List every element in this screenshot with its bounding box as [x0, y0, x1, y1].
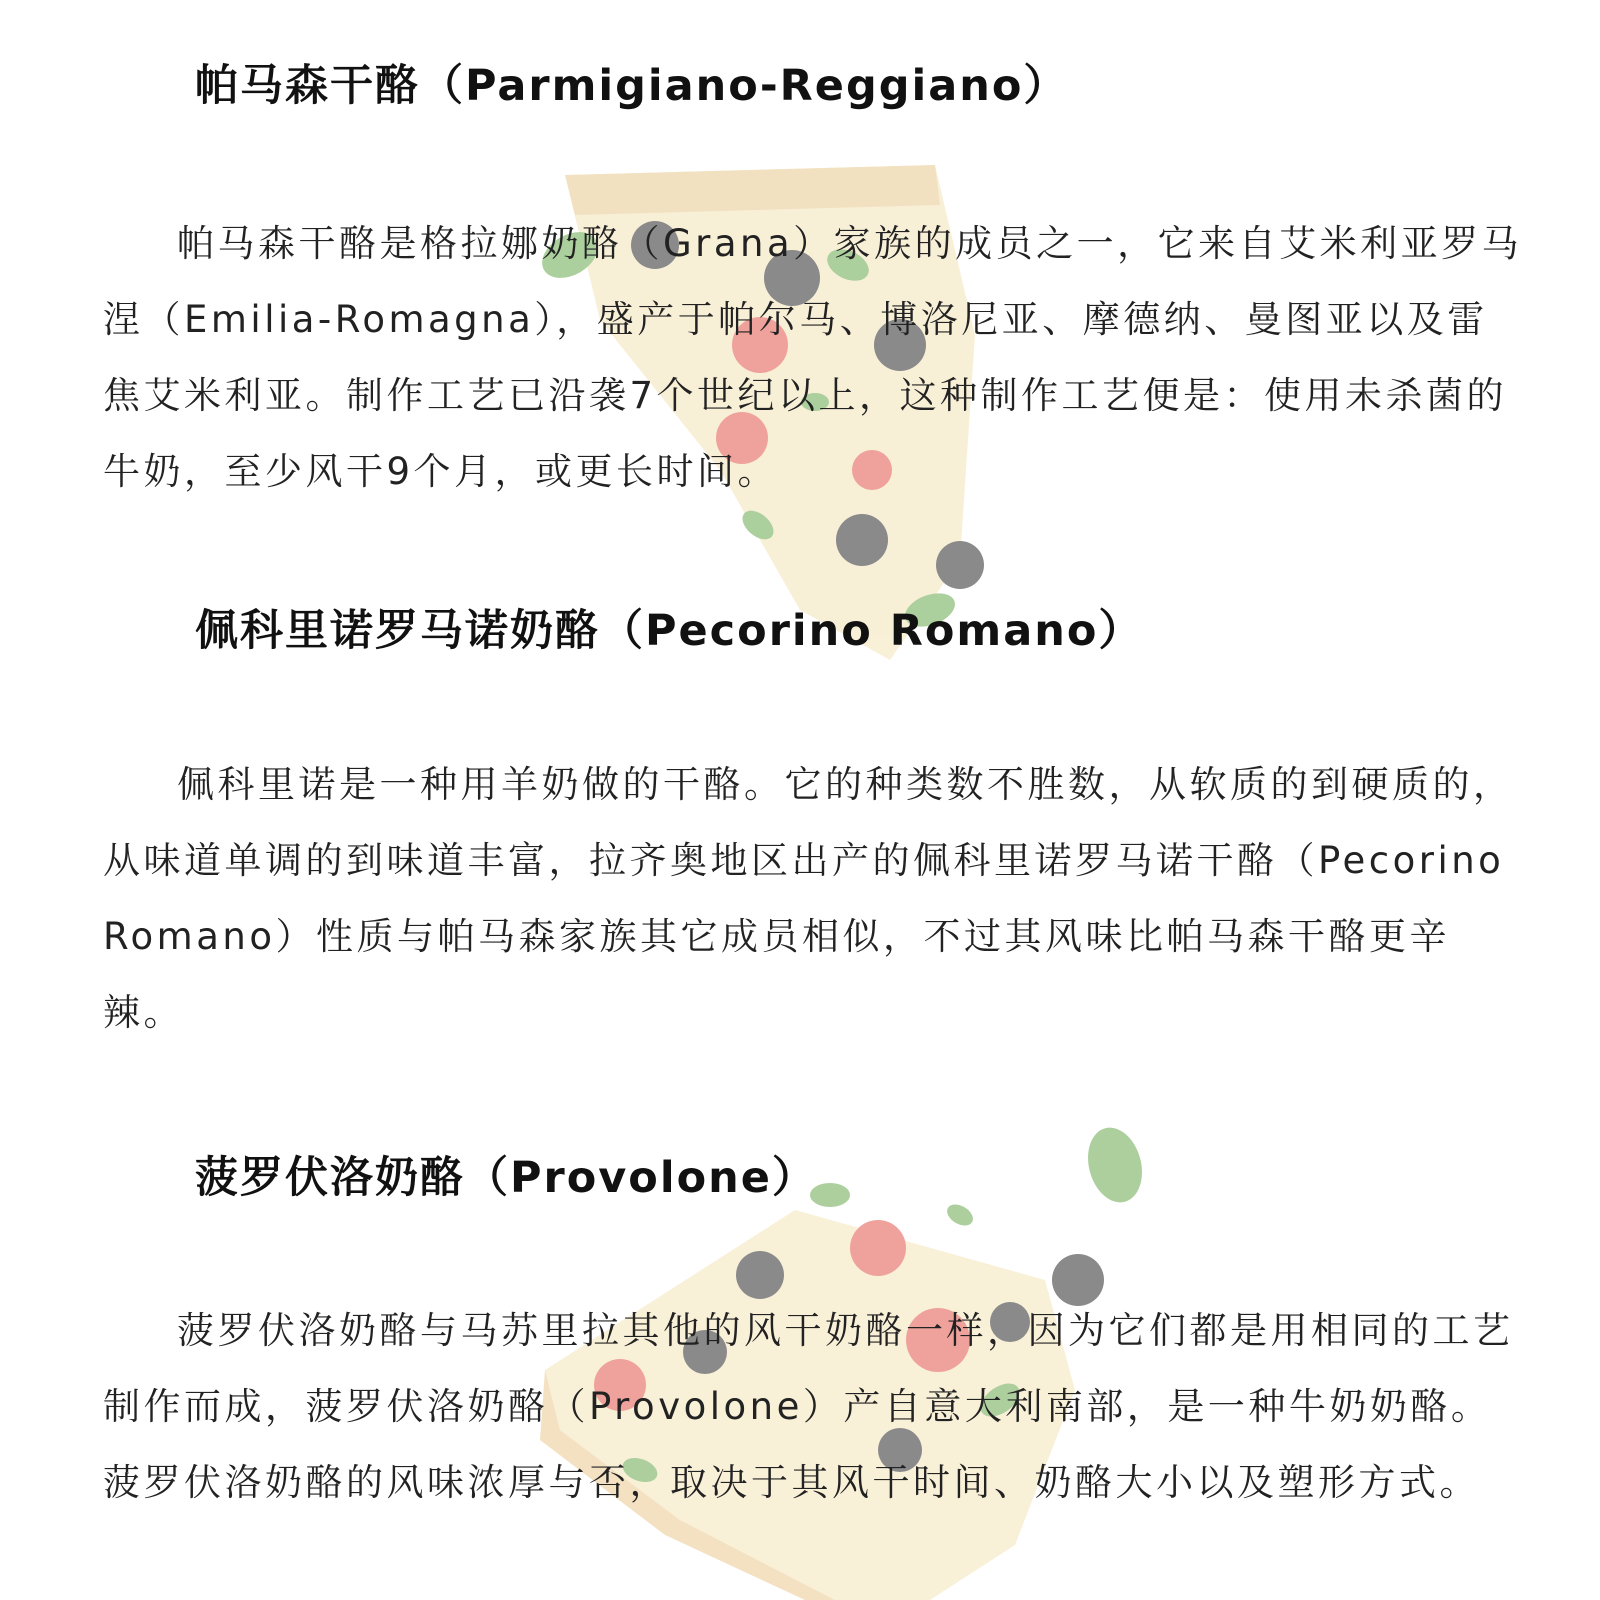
- section-title-parmigiano: 帕马森干酪（Parmigiano-Reggiano）: [195, 61, 1069, 111]
- section-body-pecorino: 佩科里诺是一种用羊奶做的干酪。它的种类数不胜数，从软质的到硬质的，从味道单调的到味道丰富，拉齐奥地区出产的佩科里诺罗马诺干酪（Pecorino Romano）性质与帕马森家族其它成员相似，不过其风味比帕马森干酪更辛辣。: [103, 763, 1514, 1034]
- section-title-pecorino: 佩科里诺罗马诺奶酪（Pecorino Romano）: [195, 606, 1144, 656]
- section-body-parmigiano: 帕马森干酪是格拉娜奶酪（Grana）家族的成员之一，它来自艾米利亚罗马涅（Emilia-Romagna），盛产于帕尔马、博洛尼亚、摩德纳、曼图亚以及雷焦艾米利亚。制作工艺已沿袭7个世纪以上，这种制作工艺便是：使用未杀菌的牛奶，至少风干9个月，或更长时间。: [103, 222, 1523, 493]
- section-body-provolone: 菠罗伏洛奶酪与马苏里拉其他的风干奶酪一样，因为它们都是用相同的工艺制作而成，菠罗伏洛奶酪（Provolone）产自意大利南部，是一种牛奶奶酪。菠罗伏洛奶酪的风味浓厚与否，取决于其风干时间、奶酪大小以及塑形方式。: [103, 1309, 1514, 1504]
- section-title-provolone: 菠罗伏洛奶酪（Provolone）: [195, 1153, 817, 1203]
